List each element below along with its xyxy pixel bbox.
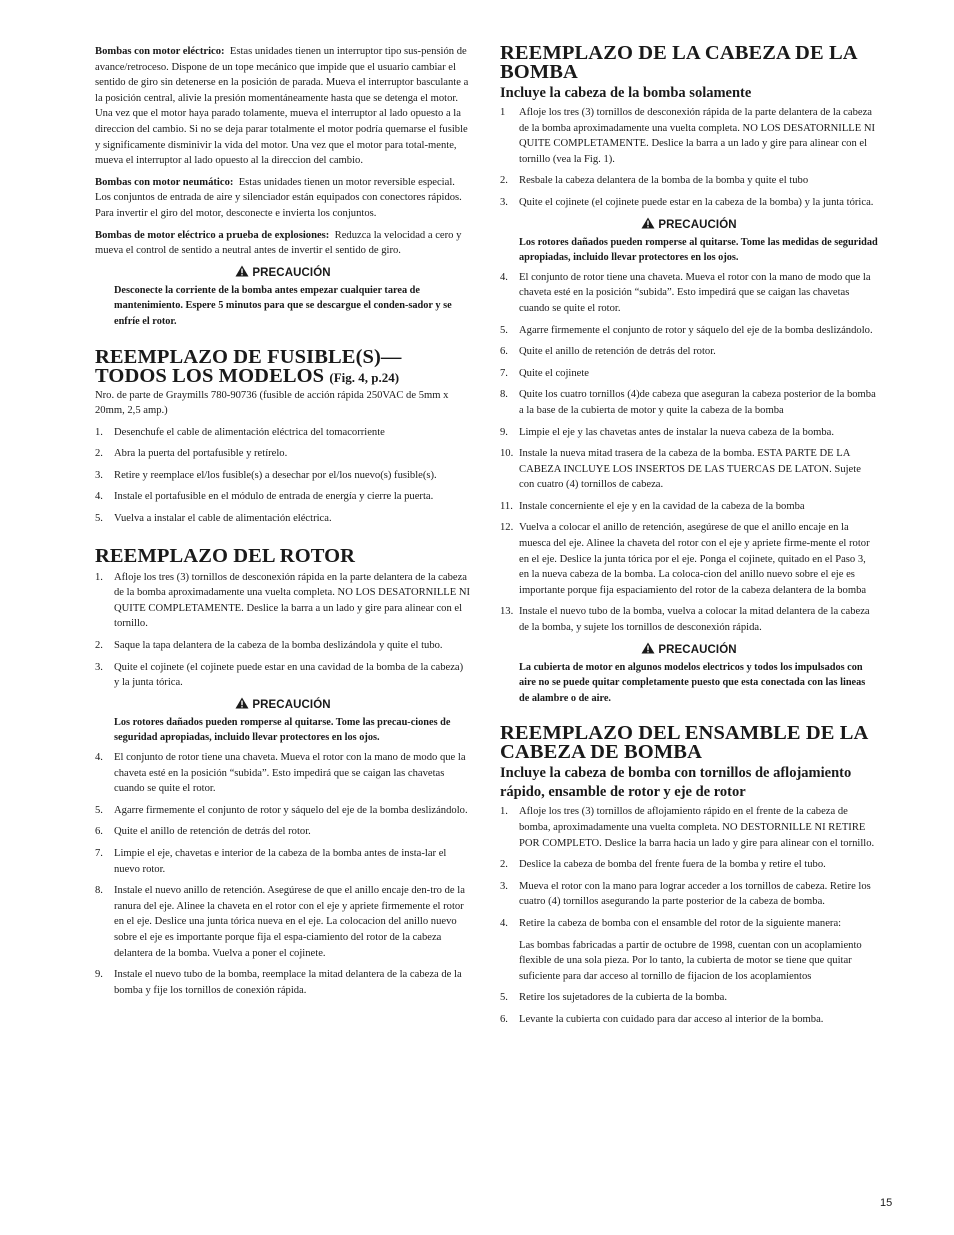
list-item: 8. Instale el nuevo anillo de retención. Asegúrese de que el anillo encaje den-tro de la ranura del eje. Alinee la chaveta en el rotor con el eje y apriete firmemente el rotor en el eje. Deslice una junta tórica nueva en el eje. La colocacion del anillo nuevo sobre el eje es importante porque fija el espa-ciamiento del rotor de la cabeza delantera de la bomba. Vuelva a poner el cojinete. <box>95 885 465 959</box>
list-item: 5. Retire los sujetadores de la cubierta de la bomba. <box>500 992 727 1004</box>
list-item: 6. Quite el anillo de retención de detrás del rotor. <box>95 826 311 838</box>
list-item: 10. Instale la nueva mitad trasera de la cabeza de la bomba. ESTA PARTE DE LA CABEZA INCLUYE LOS INSERTOS DE LAS TUERCAS DE LATON. Sujete con cuatro (4) tornillos de cabeza. <box>500 448 861 491</box>
caution-heading: PRECAUCIÓN <box>95 697 471 712</box>
left-column <box>95 44 471 1004</box>
list-item: 6. Quite el anillo de retención de detrás del rotor. <box>500 346 716 358</box>
list-item-note: Las bombas fabricadas a partir de octubre de 1998, cuentan con un acoplamiento flexible de una sola pieza. Por lo tanto, la cubierta de motor se tiene que quitar suficiente para dar acceso al tornillo de fijacion de los acoplamientos <box>519 939 862 982</box>
list-item: 4. Instale el portafusible en el módulo de entrada de energía y cierre la puerta. <box>95 491 434 503</box>
figure-reference: (Fig. 4, p.24) <box>329 369 400 385</box>
list-item: 1 Afloje los tres (3) tornillos de desconexión rápida de la parte delantera de la cabeza de la bomba aproximadamente una vuelta completa. NO LOS DESATORNILLE NI QUITE COMPLETAMENTE. Deslice la barra a un lado y gire para alinear con el tornillo (vea la Fig. 1). <box>500 107 876 165</box>
pump-head-steps-a <box>500 105 878 211</box>
list-item: 9. Limpie el eje y las chavetas antes de instalar la nueva cabeza de la bomba. <box>500 426 835 438</box>
intro-text: Estas unidades tienen un interruptor tipo sus-pensión de avance/retroceso. Dispone de un tope mecánico que impide que el usuario cambiar el sentido de giro sin detenerse en la posición de parada. Mueva el interruptor basculante a la posición central, alivie la presión momentáneamente hasta que se detenga el motor. Una vez que el motor haya parado tolamente, mueva el interruptor al lado opuesto a la direccion del cambio. Si no se deja parar totalmente el motor podría quemarse el fusible y significamente disminivir la vida del motor. Una vez que el motor para total-mente, mueva el interruptor al lado opuesto al la direccion del cambio. <box>95 46 469 167</box>
rotor-steps-b <box>95 750 471 998</box>
list-item: 2. Resbale la cabeza delantera de la bomba de la bomba y quite el tubo <box>500 175 809 187</box>
warning-icon <box>235 697 249 709</box>
list-item: 5. Vuelva a instalar el cable de alimentación eléctrica. <box>95 513 332 525</box>
intro-electric <box>95 44 471 169</box>
caution-block <box>95 265 471 330</box>
list-item: 4. El conjunto de rotor tiene una chaveta. Mueva el rotor con la mano de modo que la chaveta esté en la posición “subida”. Esto impedirá que se caigan las chavetas cuando se quite el rotor. <box>95 752 466 795</box>
warning-icon <box>641 217 655 229</box>
caution-text: Desconecte la corriente de la bomba antes empezar cualquier tarea de mantenimiento. Espere 5 minutos para que se descargue el conden-sador y se enfríe el rotor. <box>114 284 452 327</box>
list-item: 2. Saque la tapa delantera de la cabeza de la bomba deslizándola y quite el tubo. <box>95 640 443 652</box>
intro-pneumatic <box>95 175 471 222</box>
list-item: 6. Levante la cubierta con cuidado para dar acceso al interior de la bomba. <box>500 1013 824 1025</box>
caution-heading: PRECAUCIÓN <box>500 642 878 657</box>
section-title-fuse: REEMPLAZO DE FUSIBLE(S)— TODOS LOS MODELOS (Fig. 4, p.24) <box>95 345 402 387</box>
list-item: 1. Desenchufe el cable de alimentación eléctrica del tomacorriente <box>95 426 385 438</box>
list-item: 12. Vuelva a colocar el anillo de retención, asegúrese de que el anillo encaje en la muesca del eje. Alinee la chaveta del rotor con el eje y apriete firme-mente el rotor en el eje. Deslice la junta tórica por el eje. Ponga el cojinete, quitado en el Paso 3, en la nueva cabeza de la bomba. La coloca-cion del anillo nuevo sobre el eje es importante porque fija espaciamiento del rotor de la cabeza delantera de la bomba <box>500 522 870 596</box>
section-subtitle: Incluye la cabeza de bomba con tornillos de aflojamiento rápido, ensamble de rotor y eje de rotor <box>500 765 852 801</box>
list-item: 3. Retire y reemplace el/los fusible(s) a desechar por el/los nuevo(s) fusible(s). <box>95 469 437 481</box>
warning-icon <box>235 265 249 277</box>
page-number: 15 <box>880 1197 893 1209</box>
caution-block <box>500 217 878 266</box>
list-item: 11. Instale concerniente el eje y en la cavidad de la cabeza de la bomba <box>500 500 805 512</box>
list-item: 8. Quite los cuatro tornillos (4)de cabeza que aseguran la cabeza posterior de la bomba a la base de la cubierta de motor y quite la cabeza de la bomba <box>500 389 876 416</box>
caution-heading: PRECAUCIÓN <box>95 265 471 280</box>
rotor-steps-a <box>95 570 471 691</box>
caution-text: Los rotores dañados pueden romperse al quitarse. Tome las precau-ciones de seguridad apropiadas, incluido llevar protectores en los ojos. <box>114 716 451 744</box>
fuse-steps <box>95 425 471 527</box>
pump-head-steps-b <box>500 270 878 636</box>
fuse-part-number: Nro. de parte de Graymills 780-90736 (fusible de acción rápida 250VAC de 5mm x 20mm, 2,5 amp.) <box>95 389 449 417</box>
list-item: 2. Deslice la cabeza de bomba del frente fuera de la bomba y retire el tubo. <box>500 859 826 871</box>
list-item: 7. Quite el cojinete <box>500 367 590 379</box>
intro-explosion-proof <box>95 228 471 259</box>
list-item: 5. Agarre firmemente el conjunto de rotor y sáquelo del eje de la bomba deslizándolo. <box>500 324 873 336</box>
intro-label: Bombas con motor neumático: <box>95 176 234 188</box>
caution-block <box>95 697 471 746</box>
list-item: 4. Retire la cabeza de bomba con el ensamble del rotor de la siguiente manera: Las bombas fabricadas a partir de octubre de 1998, cuentan con un acoplamiento flexible de una sola pieza. Por lo tanto, la cubierta de motor se tiene que quitar suficiente para dar acceso al tornillo de fijacion de los acoplamientos <box>500 916 878 984</box>
right-column <box>500 44 878 1034</box>
list-item: 7. Limpie el eje, chavetas e interior de la cabeza de la bomba antes de insta-lar el nuevo rotor. <box>95 847 447 875</box>
list-item: 3. Mueva el rotor con la mano para lograr acceder a los tornillos de cabeza. Retire los cuatro (4) tornillos asegurando la parte posterior de la cabeza de bomba. <box>500 880 871 908</box>
intro-text: Estas unidades tienen un motor reversible especial. Los conjuntos de entrada de aire y silenciador están equipados con conectores rápidos. Para invertir el giro del motor, desconecte e invierta los conjuntos. <box>95 176 462 219</box>
list-item: 4. El conjunto de rotor tiene una chaveta. Mueva el rotor con la mano de modo que la chaveta esté en la posición “subida”. Esto impedirá que se caigan las chavetas cuando se quite el rotor. <box>500 271 871 314</box>
intro-label: Bombas con motor eléctrico: <box>95 46 225 57</box>
assembly-steps <box>500 804 878 1027</box>
list-item: 3. Quite el cojinete (el cojinete puede estar en la cabeza de la bomba) y la junta tórica. <box>500 196 874 208</box>
caution-heading: PRECAUCIÓN <box>500 217 878 232</box>
list-item: 1. Afloje los tres (3) tornillos de desconexión rápida en la parte delantera de la cabeza de la bomba aproximadamente una vuelta completa. NO LOS DESATORNILLE NI QUITE COMPLETAMENTE. Deslice la barra a un lado y gire para alinear con el tornillo. <box>95 571 471 630</box>
list-item: 1. Afloje los tres (3) tornillos de aflojamiento rápido en el frente de la cabeza de bomba, aproximadamente una vuelta completa. NO DESTORNILLE NI RETIRE POR COMPLETO. Deslice la barra hacia un lado y gire para alinear con el tornillo. <box>500 806 875 849</box>
section-title-rotor: REEMPLAZO DEL ROTOR <box>95 544 356 567</box>
caution-text: La cubierta de motor en algunos modelos electricos y todos los impulsados con aire no se puede quitar completamente puesto que esta conectada con las lineas de alambre o de aire. <box>519 661 866 704</box>
section-title-pump-head: REEMPLAZO DE LA CABEZA DE LA BOMBA <box>500 42 858 83</box>
list-item: 5. Agarre firmemente el conjunto de rotor y sáquelo del eje de la bomba deslizándolo. <box>95 804 468 816</box>
warning-icon <box>641 642 655 654</box>
caution-block <box>500 642 878 707</box>
section-subtitle: Incluye la cabeza de la bomba solamente <box>500 85 752 101</box>
list-item: 2. Abra la puerta del portafusible y retírelo. <box>95 448 288 460</box>
intro-label: Bombas de motor eléctrico a prueba de explosiones: <box>95 229 330 241</box>
caution-text: Los rotores dañados pueden romperse al quitarse. Tome las medidas de seguridad apropiadas, incluido llevar protectores en los ojos. <box>519 236 878 264</box>
section-title-assembly: REEMPLAZO DEL ENSAMBLE DE LA CABEZA DE BOMBA <box>500 722 869 764</box>
list-item: 13. Instale el nuevo tubo de la bomba, vuelva a colocar la mitad delantera de la cabeza de la bomba, y sujete los tornillos de desconexión rápida. <box>500 606 870 634</box>
list-item: 3. Quite el cojinete (el cojinete puede estar en una cavidad de la bomba de la cabeza) y la junta tórica. <box>95 661 464 689</box>
intro-text: Reduzca la velocidad a cero y mueva el control de sentido a neutral antes de invertir el sentido de giro. <box>95 229 462 257</box>
list-item: 9. Instale el nuevo tubo de la bomba, reemplace la mitad delantera de la cabeza de la bomba y fije los tornillos de conexión rápida. <box>95 969 462 996</box>
